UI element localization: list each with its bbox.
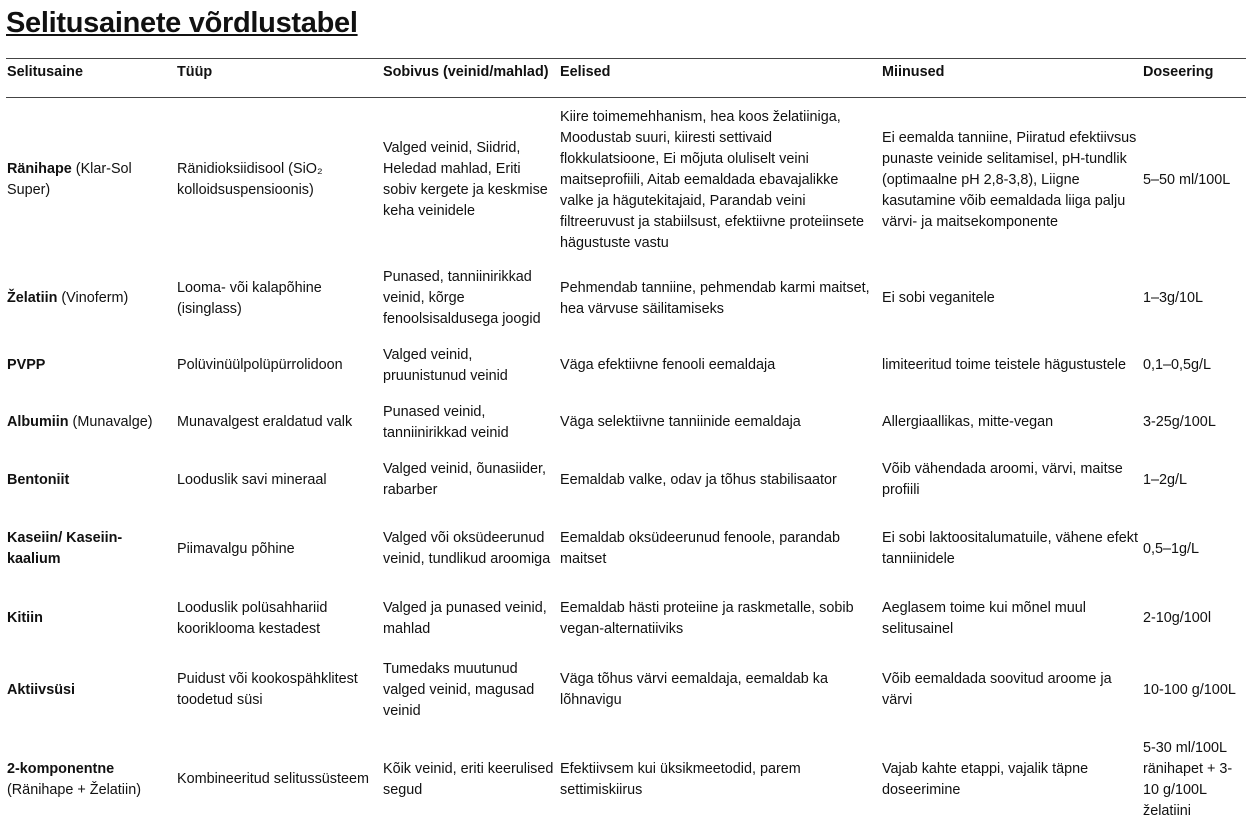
table-cell-pros	[560, 336, 872, 395]
table-cell-type	[177, 731, 379, 828]
cons-text: Vajab kahte etappi, vajalik täpne doseerimine	[882, 760, 1089, 798]
table-cell-name	[7, 588, 173, 649]
table-cell-suitability	[383, 731, 557, 828]
table-cell-dose	[1143, 588, 1245, 649]
table-cell-pros	[560, 395, 872, 450]
table-cell-suitability	[383, 588, 557, 649]
type-text: Looma- või kalapõhine (isinglass)	[177, 279, 322, 317]
table-cell-pros	[560, 510, 872, 588]
type-text: Looduslik savi mineraal	[177, 471, 327, 488]
table-cell-name	[7, 450, 173, 510]
table-cell-dose	[1143, 261, 1245, 336]
table-cell-pros	[560, 588, 872, 649]
table-cell-type	[177, 261, 379, 336]
suitability-text: Valged veinid, õunasiider, rabarber	[383, 461, 546, 498]
table-cell-type	[177, 450, 379, 510]
table-cell-cons	[882, 649, 1138, 731]
pros-text: Eemaldab hästi proteiine ja raskmetalle, sobib vegan-alternatiiviks	[560, 599, 854, 637]
type-text: Kombineeritud selitussüsteem	[177, 771, 369, 787]
type-text: Munavalgest eraldatud valk	[177, 414, 353, 430]
table-cell-suitability	[383, 395, 557, 450]
pros-text: Väga tõhus värvi eemaldaja, eemaldab ka lõhnavigu	[560, 671, 828, 708]
suitability-text: Punased veinid, tanniinirikkad veinid	[383, 403, 509, 441]
table-cell-cons	[882, 450, 1138, 510]
dose-text: 1–3g/10L	[1143, 290, 1204, 306]
fining-agent-name: 2-komponentne	[7, 760, 115, 777]
table-cell-pros	[560, 649, 872, 731]
pros-text: Eemaldab oksüdeerunud fenoole, parandab maitset	[560, 530, 841, 567]
fining-agent-name: Želatiin	[7, 290, 58, 306]
fining-agent-name: Aktiivsüsi	[7, 681, 75, 698]
suitability-text: Valged ja punased veinid, mahlad	[383, 599, 547, 637]
table-cell-type	[177, 588, 379, 649]
table-cell-cons	[882, 395, 1138, 450]
fining-agent-label	[7, 288, 128, 309]
table-cell-pros	[560, 99, 872, 261]
table-cell-name	[7, 336, 173, 395]
suitability-text: Valged veinid, pruunistunud veinid	[383, 346, 508, 384]
fining-agent-label	[7, 608, 43, 629]
type-text: Polüvinüülpolüpürrolidoon	[177, 357, 343, 373]
fining-agent-note: (Vinoferm)	[57, 290, 129, 306]
table-cell-pros	[560, 731, 872, 828]
table-cell-name	[7, 649, 173, 731]
header-eelised: Eelised	[560, 64, 611, 80]
table-cell-cons	[882, 99, 1138, 261]
dose-text: 2-10g/100l	[1143, 610, 1212, 626]
type-text: Piimavalgu põhine	[177, 540, 295, 557]
fining-agent-note: (Munavalge)	[68, 414, 153, 430]
dose-text: 1–2g/L	[1143, 471, 1188, 488]
pros-text: Efektiivsem kui üksikmeetodid, parem settimiskiirus	[560, 760, 801, 798]
cons-text: Ei sobi laktoositalumatuile, vähene efekt tanniinidele	[882, 530, 1138, 567]
type-text: Looduslik polüsahhariid kooriklooma kestadest	[177, 599, 328, 637]
suitability-text: Punased, tanniinirikkad veinid, kõrge fenoolsisaldusega joogid	[383, 269, 541, 327]
type-text: Puidust või kookospähklitest toodetud süsi	[177, 671, 358, 708]
dose-text: 10-100 g/100L	[1143, 681, 1236, 698]
table-cell-dose	[1143, 336, 1245, 395]
table-top-rule	[6, 58, 1246, 59]
table-cell-suitability	[383, 649, 557, 731]
fining-agent-label	[7, 680, 75, 701]
header-miinused: Miinused	[882, 64, 945, 80]
cons-text: Võib vähendada aroomi, värvi, maitse profiili	[882, 461, 1123, 498]
suitability-text: Valged või oksüdeerunud veinid, tundlikud aroomiga	[383, 530, 551, 567]
pros-text: Väga selektiivne tanniinide eemaldaja	[560, 414, 801, 430]
table-cell-suitability	[383, 510, 557, 588]
cons-text: limiteeritud toime teistele hägustustele	[882, 357, 1126, 373]
cons-text: Võib eemaldada soovitud aroome ja värvi	[882, 671, 1112, 708]
pros-text: Eemaldab valke, odav ja tõhus stabilisaator	[560, 471, 837, 488]
header-doseering: Doseering	[1143, 64, 1214, 80]
table-cell-suitability	[383, 261, 557, 336]
dose-text: 0,5–1g/L	[1143, 540, 1200, 557]
type-text: Ränidioksiidisool (SiO₂ kolloidsuspensioonis)	[177, 161, 323, 198]
table-cell-type	[177, 99, 379, 261]
fining-agent-label	[7, 470, 69, 491]
page-title: Selitusainete võrdlustabel	[6, 7, 358, 39]
table-cell-dose	[1143, 450, 1245, 510]
table-cell-cons	[882, 510, 1138, 588]
fining-agent-note: (Ränihape + Želatiin)	[7, 781, 141, 798]
header-selitusaine: Selitusaine	[7, 64, 83, 80]
pros-text: Pehmendab tanniine, pehmendab karmi maitset, hea värvuse säilitamiseks	[560, 279, 870, 317]
table-cell-type	[177, 649, 379, 731]
pros-text: Väga efektiivne fenooli eemaldaja	[560, 357, 776, 373]
table-cell-name	[7, 99, 173, 261]
table-cell-cons	[882, 336, 1138, 395]
table-cell-name	[7, 731, 173, 828]
dose-text: 5–50 ml/100L	[1143, 171, 1231, 188]
fining-agent-name: Ränihape	[7, 161, 72, 177]
table-cell-suitability	[383, 450, 557, 510]
table-cell-type	[177, 336, 379, 395]
table-cell-type	[177, 395, 379, 450]
table-cell-pros	[560, 450, 872, 510]
fining-agent-note: (Klar-Sol Super)	[7, 161, 132, 198]
suitability-text: Kõik veinid, eriti keerulised segud	[383, 760, 554, 798]
table-cell-suitability	[383, 99, 557, 261]
table-cell-dose	[1143, 649, 1245, 731]
header-sobivus: Sobivus (veinid/mahlad)	[383, 64, 549, 80]
suitability-text: Tumedaks muutunud valged veinid, magusad veinid	[383, 660, 535, 719]
table-cell-type	[177, 510, 379, 588]
table-cell-cons	[882, 261, 1138, 336]
table-cell-name	[7, 395, 173, 450]
fining-agent-name: Kaseiin/ Kaseiin-kaalium	[7, 530, 123, 567]
table-cell-dose	[1143, 99, 1245, 261]
dose-text: 3-25g/100L	[1143, 414, 1216, 430]
table-cell-dose	[1143, 395, 1245, 450]
header-tyyp: Tüüp	[177, 64, 213, 80]
fining-agent-label	[7, 528, 173, 570]
pros-text: Kiire toimemehhanism, hea koos želatiiniga, Moodustab suuri, kiiresti settivaid flokkulatsioone, Ei mõjuta oluliselt veini maitseprofiili, Aitab eemaldada ebavajalikke valke ja hägutekitajaid, Parandab veini filtreeruvust ja stabiilsust, efektiivne proteiinsete hägustuste vastu	[560, 108, 864, 251]
table-cell-name	[7, 510, 173, 588]
table-cell-cons	[882, 588, 1138, 649]
cons-text: Ei eemalda tanniine, Piiratud efektiivsus punaste veinide selitamisel, pH-tundlik (optimaalne pH 2,8-3,8), Liigne kasutamine võib eemaldada liiga palju värvi- ja maitsekomponente	[882, 129, 1137, 230]
fining-agent-name: Albumiin	[7, 414, 69, 430]
table-cell-dose	[1143, 510, 1245, 588]
fining-agent-label	[7, 759, 173, 801]
suitability-text: Valged veinid, Siidrid, Heledad mahlad, Eriti sobiv kergete ja keskmise keha veinidele	[383, 140, 548, 219]
table-cell-suitability	[383, 336, 557, 395]
fining-agent-name: PVPP	[7, 357, 46, 373]
cons-text: Aeglasem toime kui mõnel muul selitusainel	[882, 599, 1086, 637]
fining-agent-name: Bentoniit	[7, 471, 70, 488]
cons-text: Allergiaallikas, mitte-vegan	[882, 414, 1054, 430]
dose-text: 0,1–0,5g/L	[1143, 357, 1212, 373]
fining-agent-label	[7, 355, 45, 376]
table-cell-pros	[560, 261, 872, 336]
fining-agent-name: Kitiin	[7, 610, 43, 626]
table-cell-name	[7, 261, 173, 336]
fining-agent-label	[7, 412, 153, 433]
header-rule	[6, 97, 1246, 98]
dose-text: 5-30 ml/100L ränihapet + 3-10 g/100L želatiini	[1143, 739, 1233, 819]
table-cell-cons	[882, 731, 1138, 828]
cons-text: Ei sobi veganitele	[882, 290, 995, 306]
fining-agent-label	[7, 159, 173, 201]
table-cell-dose	[1143, 731, 1245, 828]
